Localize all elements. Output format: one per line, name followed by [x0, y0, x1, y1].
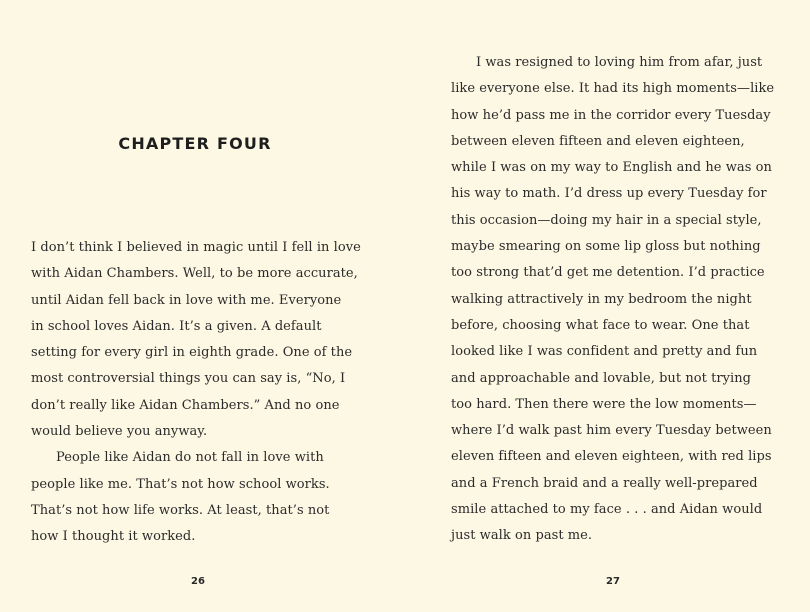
text-line: would believe you anyway. [31, 424, 208, 440]
text-line: in school loves Aidan. It’s a given. A default [31, 318, 322, 334]
text-line: too strong that’d get me detention. I’d practice [451, 265, 765, 281]
text-line: just walk on past me. [451, 528, 593, 544]
text-line: where I’d walk past him every Tuesday between [451, 423, 772, 439]
text-line: looked like I was confident and pretty and fun [451, 344, 758, 360]
text-line: how he’d pass me in the corridor every Tuesday [451, 107, 771, 123]
page-number: 27 [606, 576, 620, 587]
text-line: eleven fifteen and eleven eighteen, with red lips [451, 449, 772, 465]
page-number: 26 [191, 576, 205, 587]
text-line: how I thought it worked. [31, 529, 196, 545]
chapter-title: CHAPTER FOUR [118, 134, 272, 153]
text-line: and approachable and lovable, but not trying [451, 370, 752, 386]
text-line: I was resigned to loving him from afar, just [476, 55, 763, 70]
text-line: don’t really like Aidan Chambers.” And no one [31, 397, 340, 413]
text-line: People like Aidan do not fall in love with [56, 450, 324, 466]
text-line: while I was on my way to English and he was on [451, 160, 772, 176]
text-line: people like me. That’s not how school works. [31, 476, 330, 492]
text-line: I don’t think I believed in magic until I fell in love [31, 240, 361, 255]
text-line: maybe smearing on some lip gloss but nothing [451, 239, 761, 255]
left-page-text [31, 235, 371, 551]
text-line: smile attached to my face . . . and Aidan would [451, 502, 763, 518]
text-line: setting for every girl in eighth grade. One of the [31, 345, 353, 361]
text-line: until Aidan fell back in love with me. Everyone [31, 292, 342, 308]
text-line: with Aidan Chambers. Well, to be more accurate, [31, 266, 358, 282]
text-line: too hard. Then there were the low moments— [451, 396, 757, 412]
text-line: before, choosing what face to wear. One that [451, 317, 750, 333]
text-line: and a French braid and a really well-prepared [451, 475, 758, 491]
text-line: this occasion—doing my hair in a special style, [451, 212, 762, 228]
text-line: like everyone else. It had its high moments—like [451, 81, 775, 97]
text-line: most controversial things you can say is, “No, I [31, 371, 346, 387]
text-line: That’s not how life works. At least, that’s not [31, 502, 330, 518]
text-line: his way to math. I’d dress up every Tuesday for [451, 186, 767, 202]
text-line: walking attractively in my bedroom the night [451, 291, 752, 307]
right-page-text [451, 50, 796, 550]
text-line: between eleven fifteen and eleven eighteen, [451, 133, 745, 149]
